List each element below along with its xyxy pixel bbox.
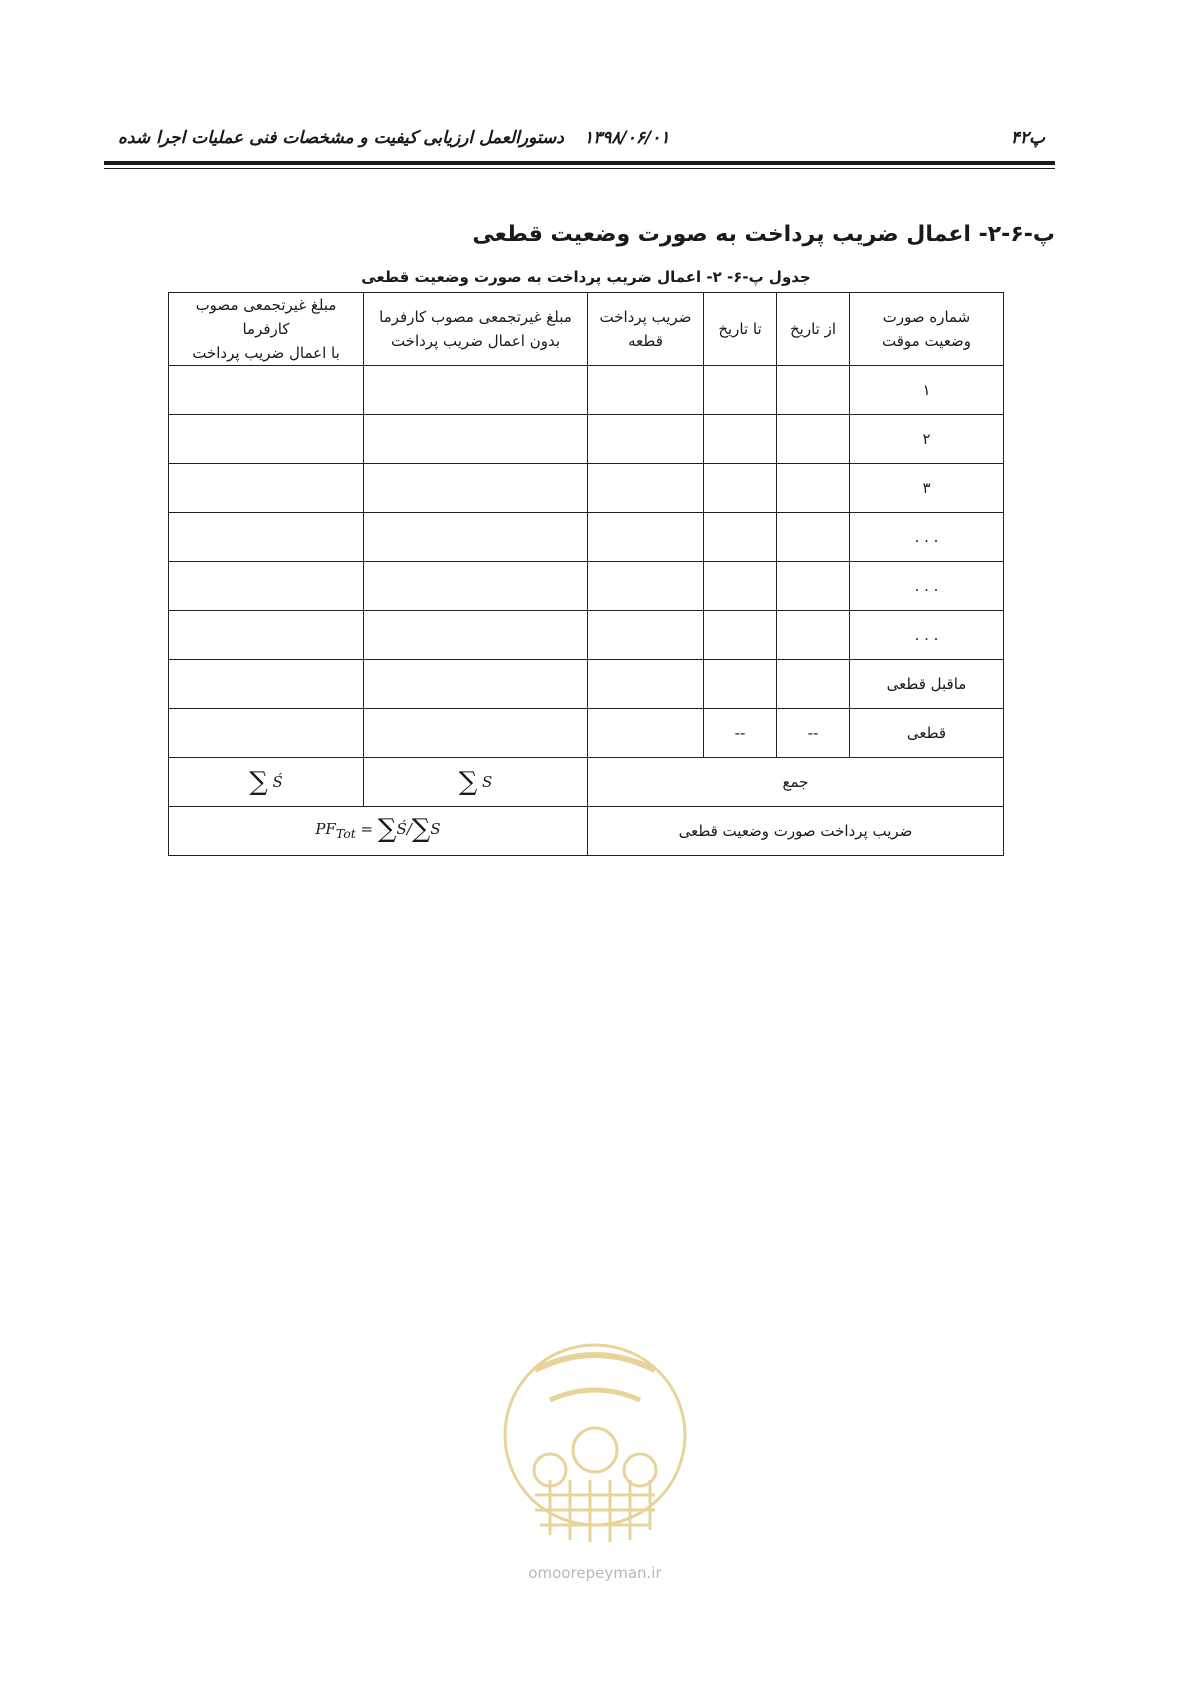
watermark: [490, 1330, 700, 1590]
table-row: [169, 366, 1004, 415]
row-label: . . .: [850, 611, 1004, 660]
table-caption: جدول پ-۶- ۲- اعمال ضریب پرداخت به صورت وضعیت قطعی: [361, 268, 811, 286]
table-row: [169, 660, 1004, 709]
amount-with-cell: [169, 464, 364, 513]
amount-with-cell: [169, 562, 364, 611]
table-header-row: [169, 293, 1004, 366]
from-date-cell: --: [777, 709, 850, 758]
amount-without-cell: [364, 611, 588, 660]
payment-factor-cell: [588, 562, 704, 611]
table-row: [169, 513, 1004, 562]
row-label: ماقبل قطعی: [850, 660, 1004, 709]
amount-without-cell: [364, 415, 588, 464]
amount-with-cell: [169, 366, 364, 415]
header-rule-thin: [104, 168, 1055, 169]
sum-s-formula: ∑ S: [458, 767, 493, 797]
payment-factor-cell: [588, 513, 704, 562]
sum-s-prime-formula: ∑ Ś: [249, 767, 283, 797]
from-date-cell: [777, 366, 850, 415]
watermark-site-text: omoorepeyman.ir: [528, 1564, 662, 1582]
col-payment-factor: ضریب پرداخت قطعه: [588, 293, 704, 366]
total-row: [169, 758, 1004, 807]
section-heading: پ-۶-۲- اعمال ضریب پرداخت به صورت وضعیت قطعی: [472, 222, 1055, 247]
pf-formula-cell: [169, 807, 588, 856]
payment-factor-row: [169, 807, 1004, 856]
page-header: [104, 128, 1055, 154]
row-label: . . .: [850, 562, 1004, 611]
to-date-cell: [704, 660, 777, 709]
col-statement-number: شماره صورت وضعیت موقت: [850, 293, 1004, 366]
row-label: قطعی: [850, 709, 1004, 758]
to-date-cell: [704, 513, 777, 562]
amount-without-cell: [364, 660, 588, 709]
amount-without-cell: [364, 464, 588, 513]
payment-factor-cell: [588, 709, 704, 758]
col-amount-without-factor: مبلغ غیرتجمعی مصوب کارفرما بدون اعمال ضریب پرداخت: [364, 293, 588, 366]
from-date-cell: [777, 415, 850, 464]
from-date-cell: [777, 562, 850, 611]
amount-without-cell: [364, 562, 588, 611]
payment-factor-cell: [588, 366, 704, 415]
from-date-cell: [777, 513, 850, 562]
to-date-cell: [704, 562, 777, 611]
row-label: ۳: [850, 464, 1004, 513]
table-row: [169, 464, 1004, 513]
payment-factor-cell: [588, 415, 704, 464]
payment-factor-cell: [588, 464, 704, 513]
table-row: [169, 709, 1004, 758]
col-to-date: تا تاریخ: [704, 293, 777, 366]
table-row: [169, 562, 1004, 611]
pf-label: ضریب پرداخت صورت وضعیت قطعی: [588, 807, 1004, 856]
payment-factor-cell: [588, 660, 704, 709]
document-date: ۱۳۹۸/۰۶/۰۱: [584, 128, 670, 148]
amount-without-cell: [364, 366, 588, 415]
from-date-cell: [777, 464, 850, 513]
amount-with-cell: [169, 660, 364, 709]
page-number: پ۴۲: [1010, 128, 1045, 148]
amount-with-cell: [169, 513, 364, 562]
header-rule-thick: [104, 161, 1055, 165]
amount-without-cell: [364, 709, 588, 758]
amount-with-cell: [169, 709, 364, 758]
to-date-cell: [704, 611, 777, 660]
to-date-cell: [704, 366, 777, 415]
total-without-factor: [364, 758, 588, 807]
to-date-cell: [704, 415, 777, 464]
amount-with-cell: [169, 611, 364, 660]
pf-formula: $PF_{Tot}$ = ∑Ś/∑S: [315, 813, 441, 844]
from-date-cell: [777, 611, 850, 660]
amount-without-cell: [364, 513, 588, 562]
table-row: [169, 415, 1004, 464]
amount-with-cell: [169, 415, 364, 464]
col-from-date: از تاریخ: [777, 293, 850, 366]
payment-factor-cell: [588, 611, 704, 660]
row-label: ۲: [850, 415, 1004, 464]
from-date-cell: [777, 660, 850, 709]
document-title: دستورالعمل ارزیابی کیفیت و مشخصات فنی عملیات اجرا شده: [118, 128, 564, 148]
payment-factor-table: [168, 292, 1004, 856]
total-with-factor: [169, 758, 364, 807]
col-amount-with-factor: مبلغ غیرتجمعی مصوب کارفرما با اعمال ضریب پرداخت: [169, 293, 364, 366]
row-label: . . .: [850, 513, 1004, 562]
total-label: جمع: [588, 758, 1004, 807]
table-row: [169, 611, 1004, 660]
omoorepeyman-logo-icon: [490, 1330, 700, 1590]
row-label: ۱: [850, 366, 1004, 415]
to-date-cell: --: [704, 709, 777, 758]
to-date-cell: [704, 464, 777, 513]
